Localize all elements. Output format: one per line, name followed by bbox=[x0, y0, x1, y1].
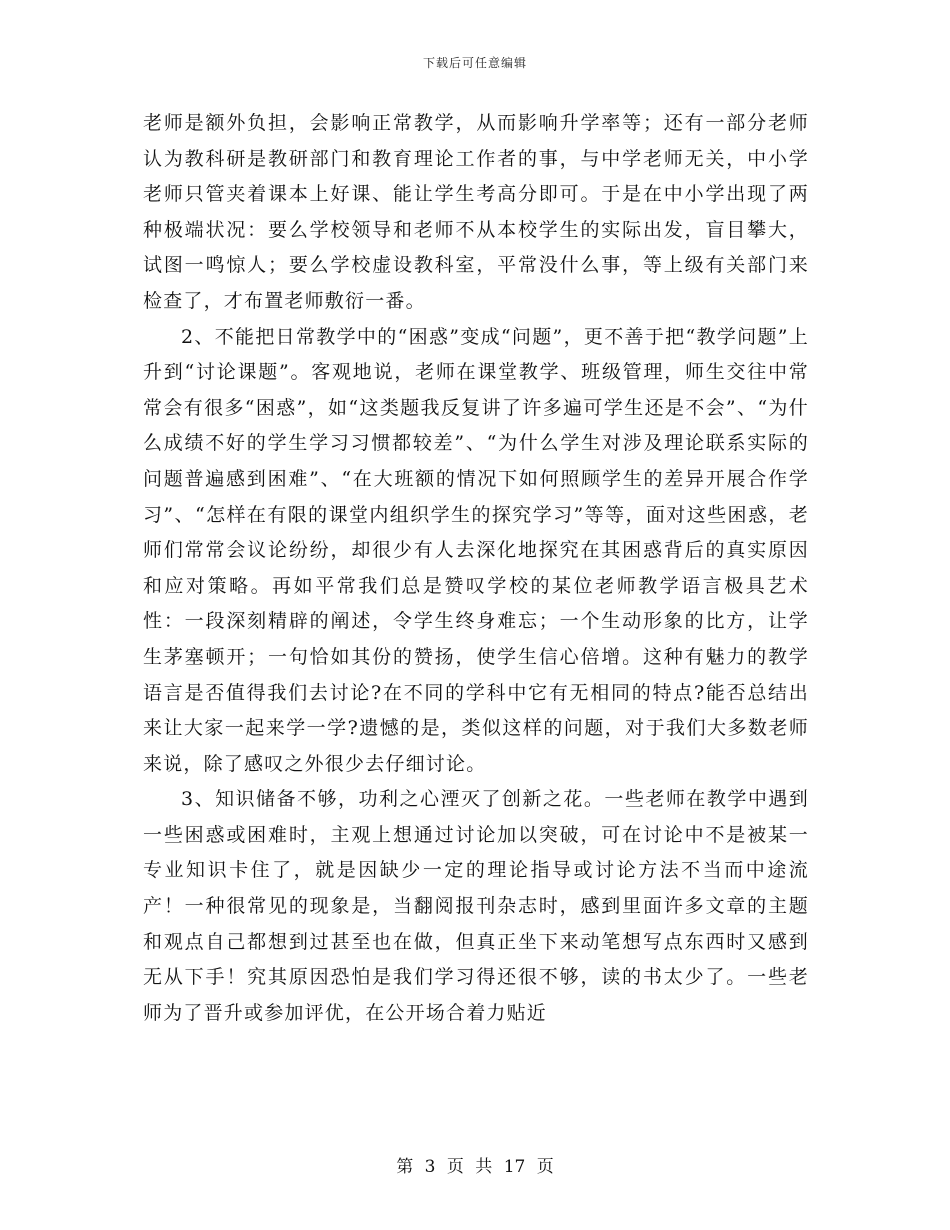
paragraph-continued: 老师是额外负担，会影响正常教学，从而影响升学率等；还有一部分老师认为教科研是教研部门和教育理论工作者的事，与中学老师无关，中小学老师只管夹着课本上好课、能让学生考高分即可。于是在中小学出现了两种极端状况：要么学校领导和老师不从本校学生的实际出发，盲目攀大，试图一鸣惊人；要么学校虚设教科室，平常没什么事，等上级有关部门来检查了，才布置老师敷衍一番。 bbox=[143, 112, 809, 312]
page-number-footer: 第 3 页 共 17 页 bbox=[396, 1157, 554, 1177]
page-header: 下载后可任意编辑 bbox=[422, 56, 527, 70]
paragraph-point-3: 3、知识储备不够，功利之心湮灭了创新之花。一些老师在教学中遇到一些困惑或困难时，主观上想通过讨论加以突破，可在讨论中不是被某一专业知识卡住了，就是因缺少一定的理论指导或讨论方法不当而中途流产！一种很常见的现象是，当翻阅报刊杂志时，感到里面许多文章的主题和观点自己都想到过甚至也在做，但真正坐下来动笔想写点东西时又感到无从下手！究其原因恐怕是我们学习得还很不够，读的书太少了。一些老师为了晋升或参加评优，在公开场合着力贴近 bbox=[143, 788, 809, 1024]
paragraph-point-2: 2、不能把日常教学中的“困惑”变成“问题”，更不善于把“教学问题”上升到“讨论课题”。客观地说，老师在课堂教学、班级管理，师生交往中常常会有很多“困惑”，如“这类题我反复讲了许多遍可学生还是不会”、“为什么成绩不好的学生学习习惯都较差”、“为什么学生对涉及理论联系实际的问题普遍感到困难”、“在大班额的情况下如何照顾学生的差异开展合作学习”、“怎样在有限的课堂内组织学生的探究学习”等等，面对这些困惑，老师们常常会议论纷纷，却很少有人去深化地探究在其困惑背后的真实原因和应对策略。再如平常我们总是赞叹学校的某位老师教学语言极具艺术性：一段深刻精辟的阐述，令学生终身难忘；一个生动形象的比方，让学生茅塞顿开；一句恰如其份的赞扬，使学生信心倍增。这种有魅力的教学语言是否值得我们去讨论?在不同的学科中它有无相同的特点?能否总结出来让大家一起来学一学?遗憾的是，类似这样的问题，对于我们大多数老师来说，除了感叹之外很少去仔细讨论。 bbox=[143, 325, 809, 775]
document-body bbox=[143, 106, 809, 1031]
